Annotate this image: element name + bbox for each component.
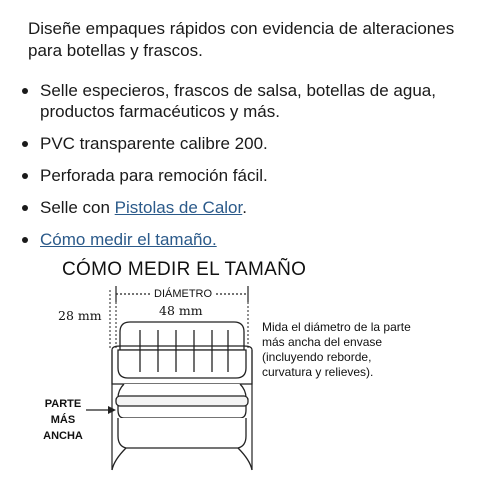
list-item-text: PVC transparente calibre 200. xyxy=(40,134,268,153)
widest-part-line: MÁS xyxy=(50,414,76,426)
diameter-value: 48 mm xyxy=(159,303,203,318)
height-value: 28 mm xyxy=(58,308,102,323)
diameter-label: DIÁMETRO xyxy=(154,288,213,300)
widest-part-line: ANCHA xyxy=(43,430,83,442)
bottle-cap xyxy=(118,322,246,378)
list-item-text: Perforada para remoción fácil. xyxy=(40,166,268,185)
how-to-measure-link[interactable]: Cómo medir el tamaño. xyxy=(40,230,217,249)
measure-instructions: Mida el diámetro de la parte más ancha del envase (incluyendo reborde, curvatura y relieves). xyxy=(262,320,411,379)
intro-text: Diseñe empaques rápidos con evidencia de alteraciones para botellas y frascos. xyxy=(28,19,455,60)
heat-guns-link[interactable]: Pistolas de Calor xyxy=(114,198,243,217)
list-item-suffix: . xyxy=(242,198,247,217)
bottle-body xyxy=(112,384,252,470)
list-item-prefix: Selle con xyxy=(40,198,115,217)
list-item-text: Selle especieros, frascos de salsa, botellas de agua, productos farmacéuticos y más. xyxy=(40,81,436,121)
widest-part-label xyxy=(40,396,86,444)
measure-title: CÓMO MEDIR EL TAMAÑO xyxy=(62,259,307,280)
widest-part-line: PARTE xyxy=(44,398,82,410)
